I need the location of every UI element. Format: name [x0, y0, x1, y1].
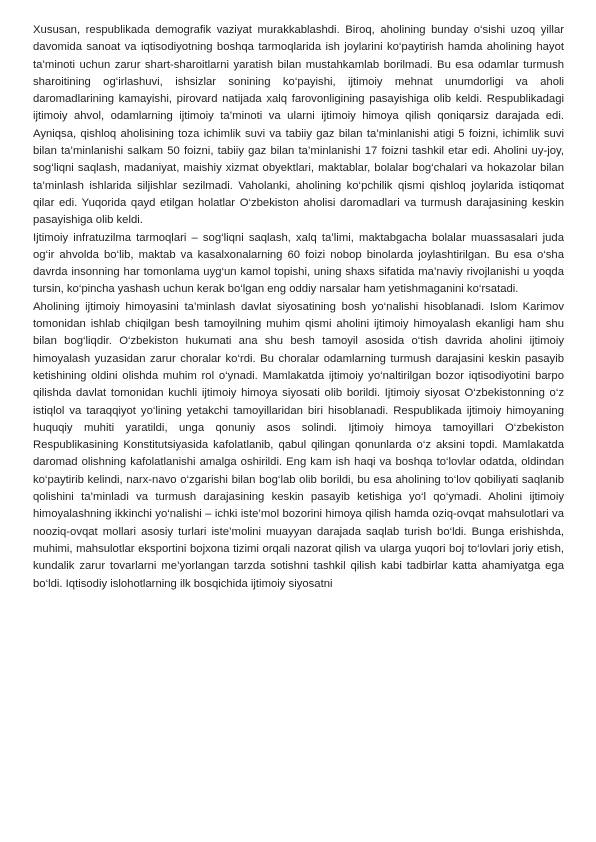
paragraph-infrastructure: Ijtimoiy infratuzilma tarmoqlari – sog‘liqni saqlash, xalq ta’limi, maktabgacha bolalar muassasalari juda og‘ir ahvolda bo‘lib, maktab va kasalxonalarning 60 foizi nobop binolarda joylashtirilgan. Bu esa o‘sha davrda insonning har tomonlama uyg‘un kamol topishi, uning shaxs sifatida ma’naviy rivojlanishi u yoqda tursin, ko‘pincha yashash uchun kerak bo‘lgan eng oddiy narsalar ham yetishmaganini ko‘rsatadi.: [33, 231, 564, 296]
document-page: [33, 22, 564, 822]
paragraph-demographics: Xususan, respublikada demografik vaziyat murakkablashdi. Biroq, aholining bunday o‘sishi uzoq yillar davomida sanoat va iqtisodiyotning boshqa tarmoqlarida ish joylarini ko‘paytirish hamda aholining hayot ta’minoti uchun zarur shart-sharoitlarni yaratish bilan mustahkamlab borilmadi. Bu esa odamlar turmush sharoitining og‘irlashuvi, ishsizlar sonining ko‘payishi, ijtimoiy mehnat unumdorligi va aholi daromadlarining kamayishi, pirovard natijada xalq farovonligining pasayishiga olib keldi. Respublikadagi ijtimoiy ahvol, odamlarning ijtimoiy ta’minoti va ularni ijtimoiy himoya qilish qoniqarsiz darajada edi. Ayniqsa, qishloq aholisining toza ichimlik suvi va tabiiy gaz bilan ta’minlanishi atigi 5 foizni, ichimlik suvi bilan ta’minlanishi salkam 50 foizni, tabiiy gaz bilan ta’minlanishi 17 foizni tashkil etar edi. Aholini uy-joy, sog‘liqni saqlash, madaniyat, maishiy xizmat obyektlari, maktablar, bolalar bog‘chalari va hokazolar bilan ta’minlash ishlarida siljishlar sezilmadi. Vaholanki, aholining ko‘pchilik qismi qishloq joylarida istiqomat qilar edi. Yuqorida qayd etilgan holatlar O‘zbekiston aholisi daromadlari va turmush darajasining keskin pasayishiga olib keldi.: [33, 24, 564, 227]
paragraph-social-protection: Aholining ijtimoiy himoyasini ta’minlash davlat siyosatining bosh yo‘nalishi hisoblanadi. Islom Karimov tomonidan ishlab chiqilgan besh tamoyilning muhim qismi aholini ijtimoiy himoyalash ekanligi ham shu bilan bog‘liqdir. O‘zbekiston hukumati ana shu besh tamoyil asosida o‘tish davrida aholini ijtimoiy himoyalash yuzasidan zarur choralar ko‘rdi. Bu choralar odamlarning turmush darajasini keskin pasayib ketishining oldini olishda muhim rol o‘ynadi. Mamlakatda ijtimoiy yo‘naltirilgan bozor iqtisodiyotini barpo qilishda davlat tomonidan kuchli ijtimoiy himoya siyosati olib borildi. Ijtimoiy siyosat O‘zbekistonning o‘z istiqlol va taraqqiyot yo‘lining yetakchi tamoyillaridan biri hisoblanadi. Respublikada ijtimoiy himoyaning huquqiy muhiti yaratildi, unga qonuniy asos solindi. Ijtimoiy himoya tamoyillari O‘zbekiston Respublikasining Konstitutsiyasida kafolatlanib, qabul qilingan qonunlarda o‘z aksini topdi. Mamlakatda daromad olishning kafolatlanishi amalga oshirildi. Eng kam ish haqi va boshqa to‘lovlar odatda, oldindan ko‘paytirib kelindi, narx-navo o‘zgarishi bilan bog‘lab olib borildi, bu esa aholining to‘lov qobiliyati saqlanib qolishini ta’minladi va turmush darajasining keskin pasayib ketishiga yo‘l qo‘ymadi. Aholini ijtimoiy himoyalashning ikkinchi yo‘nalishi – ichki iste’mol bozorini himoya qilish hamda oziq-ovqat mahsulotlari va nooziq-ovqat mollari asosiy turlari iste’molini muayyan darajada saqlab turish bo‘ldi. Bunga erishishda, muhimi, mahsulotlar eksportini bojxona tizimi orqali nazorat qilish va ularga yuqori boj to‘lovlari joriy etish, kundalik zarur tovarlarni me’yorlangan tarzda sotishni tashkil qilish kabi tadbirlar katta ahamiyatga ega bo‘ldi. Iqtisodiy islohotlarning ilk bosqichida ijtimoiy siyosatni: [33, 300, 564, 590]
